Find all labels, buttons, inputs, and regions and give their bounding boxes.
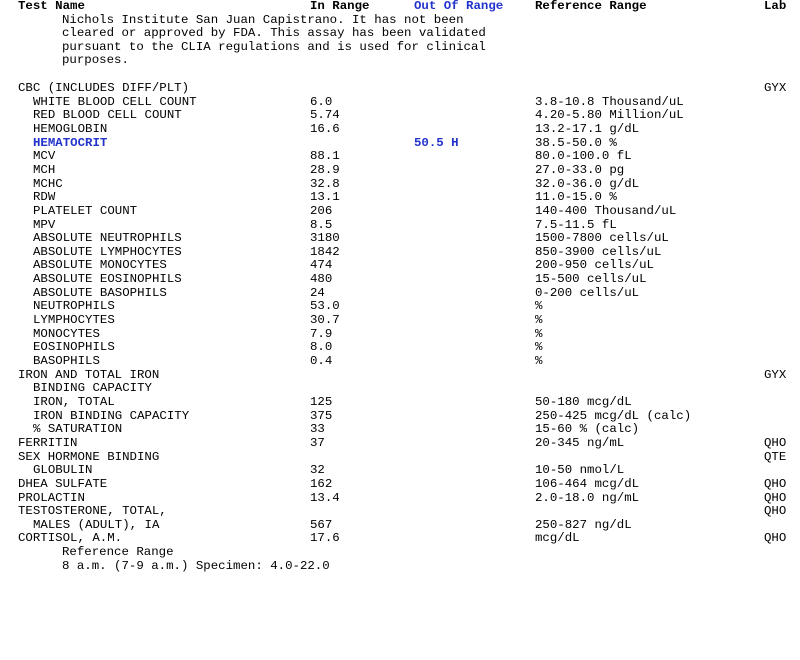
table-row xyxy=(0,505,800,519)
table-row xyxy=(0,150,800,164)
test-name: PLATELET COUNT xyxy=(33,203,138,218)
disclaimer-line xyxy=(0,14,800,28)
test-name: % SATURATION xyxy=(33,422,123,437)
reference-range-value: 11.0-15.0 % xyxy=(535,190,617,205)
in-range-value: 32 xyxy=(310,463,325,478)
test-name: BINDING CAPACITY xyxy=(33,381,152,396)
in-range-value: 30.7 xyxy=(310,313,340,328)
reference-range-value: % xyxy=(535,354,543,368)
table-row xyxy=(0,96,800,110)
table-row xyxy=(0,410,800,424)
in-range-value: 13.1 xyxy=(310,190,340,205)
test-name: ABSOLUTE EOSINOPHILS xyxy=(33,272,182,287)
table-row xyxy=(0,451,800,465)
in-range-value: 206 xyxy=(310,203,333,218)
test-name: MALES (ADULT), IA xyxy=(33,517,160,532)
in-range-value: 567 xyxy=(310,517,333,532)
table-row xyxy=(0,191,800,205)
table-row xyxy=(0,478,800,492)
test-name: MPV xyxy=(33,217,56,232)
test-name: HEMOGLOBIN xyxy=(33,121,108,136)
test-name: TESTOSTERONE, TOTAL, xyxy=(18,504,167,519)
in-range-value: 37 xyxy=(310,435,325,450)
test-name: IRON BINDING CAPACITY xyxy=(33,408,190,423)
table-row xyxy=(0,205,800,219)
in-range-value: 8.5 xyxy=(310,217,333,232)
table-row xyxy=(0,259,800,273)
reference-range-value: mcg/dL xyxy=(535,531,580,546)
in-range-value: 3180 xyxy=(310,231,340,246)
test-name: CORTISOL, A.M. xyxy=(18,531,123,546)
reference-range-value: 10-50 nmol/L xyxy=(535,463,625,478)
reference-range-value: 106-464 mcg/dL xyxy=(535,476,640,491)
lab-code: GYX xyxy=(764,81,787,95)
table-row xyxy=(0,437,800,451)
table-row xyxy=(0,137,800,151)
out-of-range-value: 50.5 H xyxy=(414,135,459,150)
disclaimer-text: purposes. xyxy=(62,53,129,68)
table-row xyxy=(0,287,800,301)
in-range-value: 28.9 xyxy=(310,162,340,177)
test-name: MCHC xyxy=(33,176,63,191)
test-name: LYMPHOCYTES xyxy=(33,313,115,328)
in-range-value: 33 xyxy=(310,422,325,437)
header-lab: Lab xyxy=(764,0,787,13)
disclaimer-text: Nichols Institute San Juan Capistrano. It has not been xyxy=(62,12,464,27)
reference-range-value: 3.8-10.8 Thousand/uL xyxy=(535,94,684,109)
reference-range-value: 15-500 cells/uL xyxy=(535,272,647,287)
reference-range-value: 850-3900 cells/uL xyxy=(535,244,662,259)
in-range-value: 8.0 xyxy=(310,340,333,355)
in-range-value: 24 xyxy=(310,285,325,300)
in-range-value: 474 xyxy=(310,258,333,273)
table-row xyxy=(0,164,800,178)
test-name: IRON AND TOTAL IRON xyxy=(18,367,160,382)
table-row xyxy=(0,341,800,355)
table-row xyxy=(0,546,800,560)
table-row xyxy=(0,532,800,546)
in-range-value: 32.8 xyxy=(310,176,340,191)
table-row xyxy=(0,519,800,533)
table-row xyxy=(0,246,800,260)
test-name: SEX HORMONE BINDING xyxy=(18,449,160,464)
test-name: GLOBULIN xyxy=(33,463,93,478)
test-name: MCV xyxy=(33,149,56,164)
reference-range-value: % xyxy=(535,299,543,314)
reference-range-value: 13.2-17.1 g/dL xyxy=(535,121,640,136)
reference-range-value: 7.5-11.5 fL xyxy=(535,217,617,232)
table-row xyxy=(0,219,800,233)
test-name: CBC (INCLUDES DIFF/PLT) xyxy=(18,81,190,95)
lab-code: QHO xyxy=(764,476,787,491)
table-row xyxy=(0,560,800,574)
table-row xyxy=(0,82,800,96)
header-reference-range: Reference Range xyxy=(535,0,647,13)
test-name: NEUTROPHILS xyxy=(33,299,115,314)
reference-range-value: 2.0-18.0 ng/mL xyxy=(535,490,640,505)
reference-range-value: 140-400 Thousand/uL xyxy=(535,203,677,218)
lab-code: QHO xyxy=(764,490,787,505)
test-name: 8 a.m. (7-9 a.m.) Specimen: 4.0-22.0 xyxy=(62,558,330,573)
table-row xyxy=(0,123,800,137)
test-name: Reference Range xyxy=(62,545,174,560)
table-row xyxy=(0,232,800,246)
reference-range-value: 15-60 % (calc) xyxy=(535,422,640,437)
lab-code: GYX xyxy=(764,367,787,382)
in-range-value: 0.4 xyxy=(310,354,333,368)
reference-range-value: 27.0-33.0 pg xyxy=(535,162,625,177)
test-name: IRON, TOTAL xyxy=(33,394,115,409)
reference-range-value: 0-200 cells/uL xyxy=(535,285,640,300)
reference-range-value: 200-950 cells/uL xyxy=(535,258,654,273)
disclaimer-line xyxy=(0,41,800,55)
in-range-value: 7.9 xyxy=(310,326,333,341)
test-name: MONOCYTES xyxy=(33,326,100,341)
reference-range-value: 32.0-36.0 g/dL xyxy=(535,176,640,191)
table-row xyxy=(0,300,800,314)
test-name: ABSOLUTE BASOPHILS xyxy=(33,285,167,300)
disclaimer-text: pursuant to the CLIA regulations and is used for clinical xyxy=(62,39,486,54)
disclaimer-line xyxy=(0,54,800,68)
in-range-value: 5.74 xyxy=(310,108,340,123)
header-test-name: Test Name xyxy=(18,0,85,13)
in-range-value: 125 xyxy=(310,394,333,409)
reference-range-value: 80.0-100.0 fL xyxy=(535,149,632,164)
in-range-value: 1842 xyxy=(310,244,340,259)
reference-range-value: 4.20-5.80 Million/uL xyxy=(535,108,684,123)
table-row xyxy=(0,328,800,342)
reference-range-value: 1500-7800 cells/uL xyxy=(535,231,669,246)
lab-code: QHO xyxy=(764,531,787,546)
test-name: PROLACTIN xyxy=(18,490,85,505)
test-name: FERRITIN xyxy=(18,435,78,450)
in-range-value: 480 xyxy=(310,272,333,287)
in-range-value: 6.0 xyxy=(310,94,333,109)
test-name: ABSOLUTE MONOCYTES xyxy=(33,258,167,273)
test-name: ABSOLUTE NEUTROPHILS xyxy=(33,231,182,246)
test-name: MCH xyxy=(33,162,56,177)
reference-range-value: % xyxy=(535,313,543,328)
in-range-value: 13.4 xyxy=(310,490,340,505)
header-out-of-range: Out Of Range xyxy=(414,0,504,13)
in-range-value: 162 xyxy=(310,476,333,491)
reference-range-value: 38.5-50.0 % xyxy=(535,135,617,150)
table-row xyxy=(0,396,800,410)
test-name: DHEA SULFATE xyxy=(18,476,108,491)
table-row xyxy=(0,369,800,383)
test-name: ABSOLUTE LYMPHOCYTES xyxy=(33,244,182,259)
table-row xyxy=(0,423,800,437)
lab-code: QTE xyxy=(764,449,787,464)
test-name: RDW xyxy=(33,190,56,205)
in-range-value: 16.6 xyxy=(310,121,340,136)
table-row xyxy=(0,178,800,192)
lab-code: QHO xyxy=(764,504,787,519)
table-row xyxy=(0,109,800,123)
in-range-value: 53.0 xyxy=(310,299,340,314)
header-in-range: In Range xyxy=(310,0,370,13)
table-row xyxy=(0,273,800,287)
test-name: WHITE BLOOD CELL COUNT xyxy=(33,94,197,109)
in-range-value: 88.1 xyxy=(310,149,340,164)
reference-range-value: 20-345 ng/mL xyxy=(535,435,625,450)
test-name: BASOPHILS xyxy=(33,354,100,368)
test-name: RED BLOOD CELL COUNT xyxy=(33,108,182,123)
table-row xyxy=(0,355,800,369)
table-row xyxy=(0,464,800,478)
disclaimer-text: cleared or approved by FDA. This assay has been validated xyxy=(62,26,486,41)
reference-range-value: 250-827 ng/dL xyxy=(535,517,632,532)
in-range-value: 17.6 xyxy=(310,531,340,546)
reference-range-value: % xyxy=(535,326,543,341)
reference-range-value: 50-180 mcg/dL xyxy=(535,394,632,409)
disclaimer-line xyxy=(0,27,800,41)
table-row xyxy=(0,492,800,506)
table-row xyxy=(0,382,800,396)
reference-range-value: 250-425 mcg/dL (calc) xyxy=(535,408,692,423)
test-name: EOSINOPHILS xyxy=(33,340,115,355)
test-name: HEMATOCRIT xyxy=(33,135,108,150)
in-range-value: 375 xyxy=(310,408,333,423)
report-header xyxy=(0,0,800,14)
lab-code: QHO xyxy=(764,435,787,450)
table-row xyxy=(0,314,800,328)
reference-range-value: % xyxy=(535,340,543,355)
